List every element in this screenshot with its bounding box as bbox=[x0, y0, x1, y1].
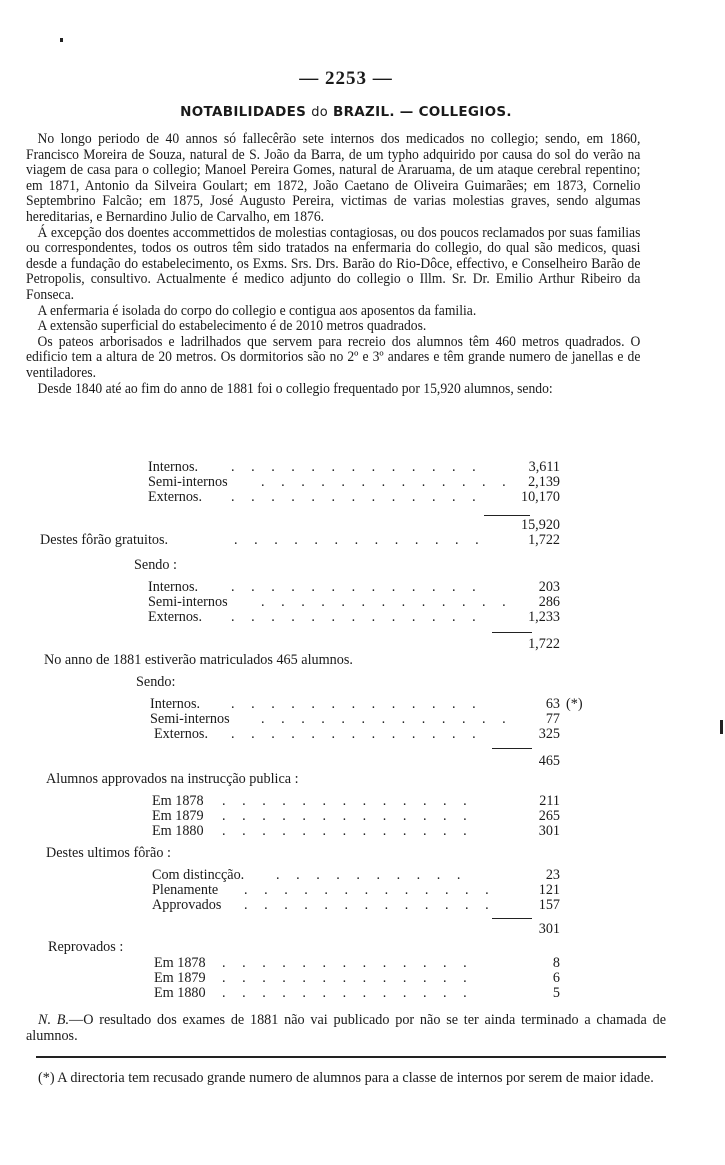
value-semi-internos: 286 bbox=[538, 594, 560, 610]
table-row: Em 1879 bbox=[152, 808, 204, 824]
page-title bbox=[26, 104, 666, 120]
ultimos-label: Destes ultimos fôrão : bbox=[46, 845, 171, 861]
value-1879: 6 bbox=[552, 970, 560, 986]
value-1880: 301 bbox=[538, 823, 560, 839]
leader-dots: . . . . . . . . . . . . . bbox=[231, 726, 483, 742]
leader-dots: . . . . . . . . . . . . . bbox=[261, 474, 513, 490]
table-row: Externos. bbox=[154, 726, 208, 742]
value-approvados: 157 bbox=[538, 897, 560, 913]
title-part-2: do bbox=[311, 105, 328, 120]
footnote: (*) A directoria tem recusado grande numero de alumnos para a classe de internos por serem de maior idade. bbox=[38, 1070, 654, 1086]
leader-dots: . . . . . . . . . . . . . bbox=[244, 882, 496, 898]
value-total: 465 bbox=[538, 753, 560, 769]
scan-speck bbox=[60, 38, 63, 42]
table-row: Em 1878 bbox=[152, 793, 204, 809]
table-row: Semi-internos bbox=[148, 594, 228, 610]
sendo-label: Sendo : bbox=[134, 557, 177, 573]
leader-dots: . . . . . . . . . . . . . bbox=[222, 970, 474, 986]
leader-dots: . . . . . . . . . . . . . bbox=[231, 579, 483, 595]
nb-text: —O resultado dos exames de 1881 não vai publicado por não se ter ainda terminado a chamada de alumnos. bbox=[26, 1012, 666, 1044]
table-row: Externos. bbox=[148, 489, 202, 505]
table-row: Semi-internos bbox=[148, 474, 228, 490]
value-internos: 63 bbox=[545, 696, 560, 712]
value-externos: 10,170 bbox=[520, 489, 560, 505]
table-row: Plenamente bbox=[152, 882, 219, 898]
paragraph-extensao: A extensão superficial do estabelecimento é de 2010 metros quadrados. bbox=[37, 318, 427, 335]
value-gratuitos: 1,722 bbox=[528, 532, 560, 548]
value-1878: 211 bbox=[539, 793, 560, 809]
paragraph-pateos: Os pateos arborisados e ladrilhados que servem para recreio dos alumnos têm 460 metros quadrados. O edificio tem a altura de 20 metros. Os dormitorios são no 2º e 3º andares e têm grande numero de janellas e de ventiladores. bbox=[26, 333, 641, 381]
leader-dots: . . . . . . . . . . . . . bbox=[231, 459, 483, 475]
leader-dots: . . . . . . . . . . . . . bbox=[222, 808, 474, 824]
table-row: Externos. bbox=[148, 609, 202, 625]
value-com-distinccao: 23 bbox=[545, 867, 560, 883]
value-total: 301 bbox=[538, 921, 560, 937]
title-part-1: NOTABILIDADES bbox=[180, 104, 307, 120]
paragraph-enfermaria-medicos: Á excepção dos doentes accommettidos de molestias contagiosas, ou dos poucos reclamados por suas familias ou correspondentes, todos os outros têm sido tratados na enfermaria do collegio, do qual são medicos, quasi desde a fundação do estabelecimento, os Exms. Srs. Drs. Barão do Rio-Dôce, effectivo, e Conselheiro Barão de Petropolis, consultivo. Actualmente é medico adjunto do collegio o Illm. Sr. Dr. Emilio Arthur Ribeiro da Fonseca. bbox=[26, 224, 641, 303]
page-number: — 2253 — bbox=[299, 68, 393, 89]
value-externos: 325 bbox=[538, 726, 560, 742]
leader-dots: . . . . . . . . . . . . . bbox=[222, 793, 474, 809]
value-total: 1,722 bbox=[528, 636, 560, 652]
value-1879: 265 bbox=[538, 808, 560, 824]
value-semi-internos: 2,139 bbox=[528, 474, 560, 490]
value-total: 15,920 bbox=[520, 517, 560, 533]
leader-dots: . . . . . . . . . . . . . bbox=[261, 594, 513, 610]
approvados-label: Alumnos approvados na instrucção publica : bbox=[46, 771, 299, 787]
leader-dots: . . . . . . . . . . . . . bbox=[222, 955, 474, 971]
value-externos: 1,233 bbox=[528, 609, 560, 625]
nb-prefix: N. B. bbox=[38, 1012, 70, 1028]
footnote-divider bbox=[36, 1056, 666, 1058]
value-1880: 5 bbox=[552, 985, 560, 1001]
table-row: Em 1879 bbox=[154, 970, 206, 986]
leader-dots: . . . . . . . . . . . . . bbox=[222, 823, 474, 839]
sum-rule bbox=[484, 515, 530, 516]
table-row: Approvados bbox=[152, 897, 222, 913]
paragraph-frequencia: Desde 1840 até ao fim do anno de 1881 foi o collegio frequentado por 15,920 alumnos, sendo: bbox=[37, 380, 553, 397]
value-semi-internos: 77 bbox=[545, 711, 560, 727]
value-internos: 203 bbox=[538, 579, 560, 595]
table-row: Em 1878 bbox=[154, 955, 206, 971]
footnote-marker: (*) bbox=[566, 696, 583, 712]
nota-bene bbox=[26, 1013, 666, 1044]
value-1878: 8 bbox=[552, 955, 560, 971]
leader-dots: . . . . . . . . . . . . . bbox=[234, 532, 486, 548]
leader-dots: . . . . . . . . . . . . . bbox=[231, 489, 483, 505]
table-row: Em 1880 bbox=[152, 823, 204, 839]
leader-dots: . . . . . . . . . . . . . bbox=[231, 609, 483, 625]
table-row: Internos. bbox=[148, 459, 199, 475]
leader-dots: . . . . . . . . . . . . . bbox=[222, 985, 474, 1001]
sum-rule bbox=[492, 748, 532, 749]
table-row: Internos. bbox=[150, 696, 201, 712]
sendo-label: Sendo: bbox=[136, 674, 176, 690]
reprovados-label: Reprovados : bbox=[48, 939, 124, 955]
value-internos: 3,611 bbox=[528, 459, 560, 475]
leader-dots: . . . . . . . . . . . . . bbox=[244, 897, 496, 913]
scan-speck bbox=[720, 720, 723, 734]
table-row: Semi-internos bbox=[150, 711, 230, 727]
leader-dots: . . . . . . . . . . . . . bbox=[231, 696, 483, 712]
body-text bbox=[26, 132, 640, 397]
leader-dots: . . . . . . . . . . bbox=[276, 867, 467, 883]
leader-dots: . . . . . . . . . . . . . bbox=[261, 711, 513, 727]
table-row: Em 1880 bbox=[154, 985, 206, 1001]
table-row: Internos. bbox=[148, 579, 199, 595]
matriculados-text: No anno de 1881 estiverão matriculados 465 alumnos. bbox=[44, 652, 353, 668]
paragraph-deaths: No longo periodo de 40 annos só fallecêrão sete internos dos medicados no collegio; sendo, em 1860, Francisco Moreira de Souza, natural de S. João da Barra, de um typho adquirido por causa do sol do verão na viagem de casa para o collegio; Manoel Pereira Gomes, natural de Araruama, de um ataque cerebral repentino; em 1871, Antonio da Silveira Goulart; em 1872, João Caetano de Oliveira Guimarães; em 1873, Cornelio Septembrino Falcão; em 1875, José Augusto Pereira, victimas de varias molestias graves, sendo algumas hereditarias, e Bernardino Julio de Carvalho, em 1876. bbox=[26, 131, 641, 225]
gratuitos-label: Destes fôrão gratuitos. bbox=[40, 532, 169, 548]
value-plenamente: 121 bbox=[538, 882, 560, 898]
sum-rule bbox=[492, 632, 532, 633]
table-row: Com distincção. bbox=[152, 867, 245, 883]
paragraph-enfermaria-isolada: A enfermaria é isolada do corpo do collegio e contigua aos aposentos da familia. bbox=[37, 302, 477, 319]
sum-rule bbox=[492, 918, 532, 919]
title-part-3: BRAZIL. — COLLEGIOS. bbox=[333, 104, 512, 120]
